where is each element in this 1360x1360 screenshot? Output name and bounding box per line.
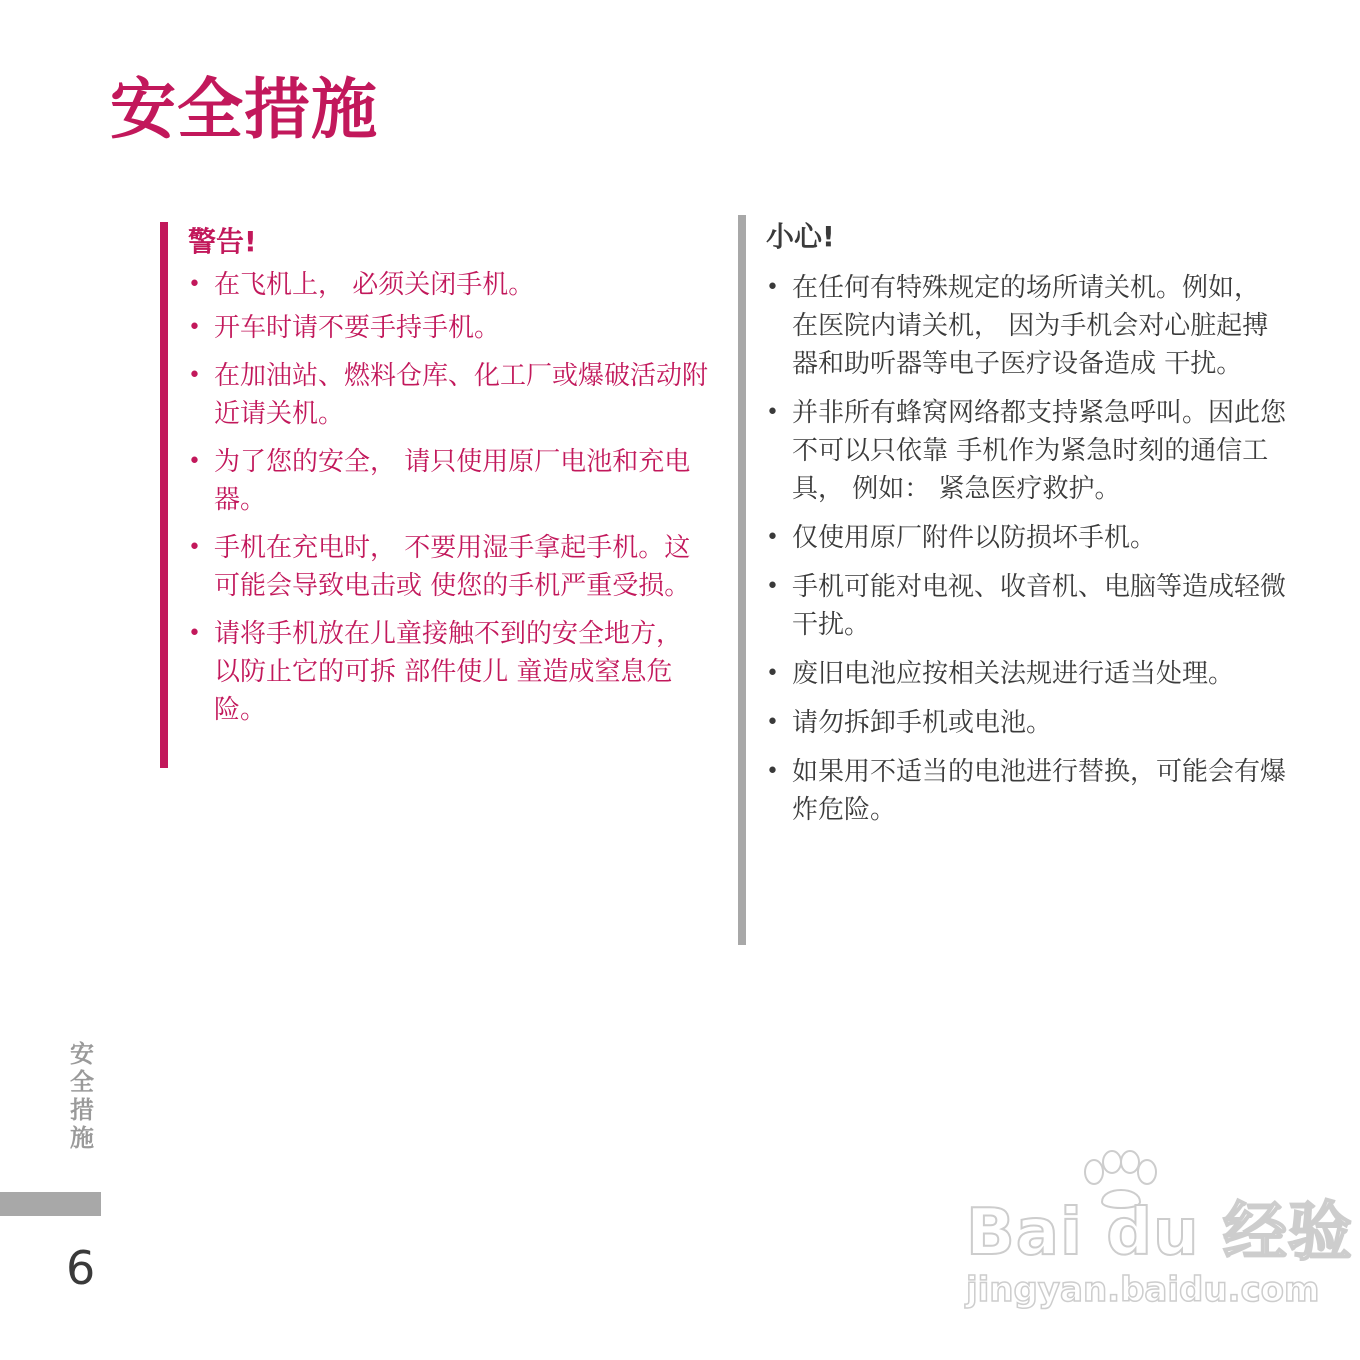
bullet-icon: • — [188, 621, 201, 646]
warning-section — [160, 222, 708, 768]
caution-list — [766, 269, 1286, 829]
warning-item — [188, 529, 708, 605]
caution-item — [766, 269, 1286, 383]
warning-item — [188, 357, 708, 433]
bullet-icon: • — [766, 525, 779, 550]
caution-item-text: 并非所有蜂窝网络都支持紧急呼叫。因此您不可以只依靠 手机作为紧急时刻的通信工具， 例如： 紧急医疗救护。 — [792, 398, 1287, 504]
warning-item-text: 手机在充电时， 不要用湿手拿起手机。这可能会导致电击或 使您的手机严重受损。 — [214, 533, 691, 601]
bullet-icon: • — [766, 661, 779, 686]
bullet-icon: • — [766, 400, 779, 425]
warning-item-text: 开车时请不要手持手机。 — [214, 313, 501, 343]
caution-item-text: 废旧电池应按相关法规进行适当处理。 — [792, 659, 1235, 689]
caution-item — [766, 753, 1286, 829]
warning-item-text: 在加油站、燃料仓库、化工厂或爆破活动附近请关机。 — [214, 361, 709, 429]
page-title: 安全措施 — [110, 71, 378, 148]
caution-item-text: 请勿拆卸手机或电池。 — [792, 708, 1053, 738]
warning-item-text: 请将手机放在儿童接触不到的安全地方， 以防止它的可拆 部件使儿 童造成窒息危险。 — [214, 619, 683, 725]
warning-item — [188, 443, 708, 519]
bullet-icon: • — [188, 363, 201, 388]
watermark-brand: Bai du 经验 — [966, 1196, 1353, 1270]
caution-item — [766, 704, 1286, 742]
warning-item-text: 在飞机上， 必须关闭手机。 — [214, 270, 535, 300]
watermark-url: jingyan.baidu.com — [966, 1270, 1320, 1310]
warning-item-text: 为了您的安全， 请只使用原厂电池和充电器。 — [214, 447, 691, 515]
side-tab-bar — [0, 1192, 101, 1216]
side-tab-label: 安全措施 — [70, 1040, 94, 1152]
page-number: 6 — [66, 1241, 96, 1295]
warning-item — [188, 615, 708, 729]
bullet-icon: • — [766, 759, 779, 784]
bullet-icon: • — [766, 574, 779, 599]
caution-item-text: 如果用不适当的电池进行替换，可能会有爆炸危险。 — [792, 757, 1287, 825]
caution-item — [766, 394, 1286, 508]
bullet-icon: • — [188, 535, 201, 560]
bullet-icon: • — [766, 710, 779, 735]
warning-item — [188, 309, 708, 347]
warning-heading: 警告! — [188, 225, 257, 258]
caution-item — [766, 519, 1286, 557]
warning-list — [188, 266, 708, 729]
bullet-icon: • — [766, 275, 779, 300]
caution-item — [766, 655, 1286, 693]
caution-item — [766, 568, 1286, 644]
bullet-icon: • — [188, 272, 201, 297]
bullet-icon: • — [188, 449, 201, 474]
caution-item-text: 手机可能对电视、收音机、电脑等造成轻微干扰。 — [792, 572, 1287, 640]
caution-item-text: 在任何有特殊规定的场所请关机。例如， 在医院内请关机， 因为手机会对心脏起搏器和助听器等电子医疗设备造成 干扰。 — [792, 273, 1269, 379]
caution-item-text: 仅使用原厂附件以防损坏手机。 — [792, 523, 1157, 553]
bullet-icon: • — [188, 315, 201, 340]
warning-item — [188, 266, 708, 304]
caution-heading: 小心! — [766, 220, 835, 253]
caution-section — [738, 215, 1286, 945]
watermark — [960, 1150, 1353, 1320]
